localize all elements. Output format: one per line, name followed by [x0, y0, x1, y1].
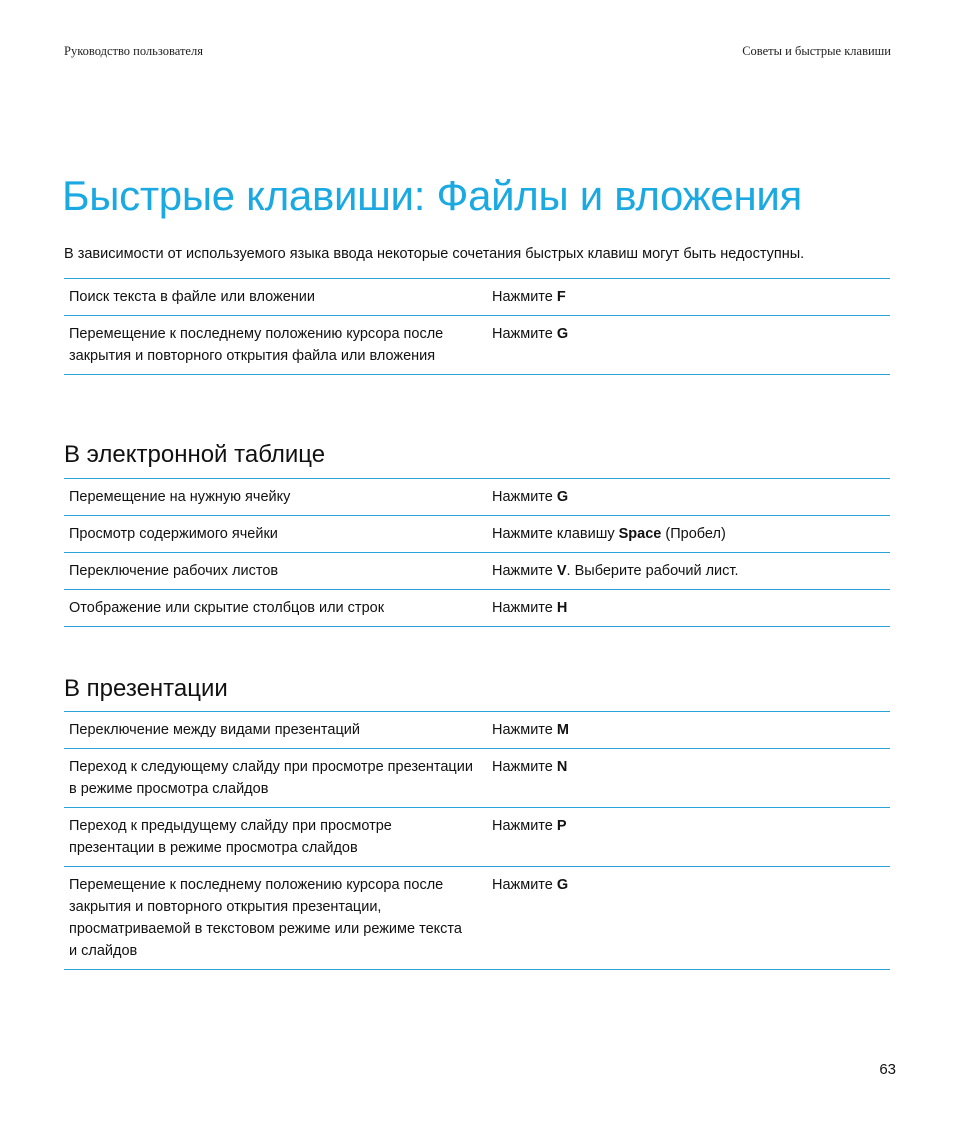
action-cell: Переключение рабочих листов: [64, 553, 478, 590]
action-cell: Отображение или скрытие столбцов или строк: [64, 590, 478, 627]
table-row: [64, 749, 890, 808]
shortcut-prefix: Нажмите: [492, 563, 557, 579]
action-cell: Просмотр содержимого ячейки: [64, 516, 478, 553]
intro-text: В зависимости от используемого языка ввода некоторые сочетания быстрых клавиш могут быть недоступны.: [64, 246, 805, 262]
shortcut-key: H: [556, 600, 568, 616]
shortcut-cell: [478, 316, 890, 375]
running-header-right: Советы и быстрые клавиши: [742, 44, 891, 58]
shortcut-prefix: Нажмите: [492, 722, 557, 738]
shortcut-prefix: Нажмите: [492, 818, 557, 834]
shortcut-cell: [478, 590, 890, 627]
table-row: [64, 279, 890, 316]
shortcut-prefix: Нажмите: [492, 326, 557, 342]
shortcut-key: V: [556, 563, 567, 579]
table-row: [64, 479, 890, 516]
shortcut-key: N: [556, 759, 568, 775]
shortcuts-table-files: [64, 278, 890, 375]
table-row: [64, 808, 890, 867]
shortcut-cell: [478, 553, 890, 590]
table-row: [64, 516, 890, 553]
shortcut-key: G: [556, 326, 569, 342]
shortcut-key: G: [556, 489, 569, 505]
shortcut-cell: [478, 808, 890, 867]
shortcuts-table-presentation: [64, 711, 890, 970]
table-row: [64, 316, 890, 375]
shortcut-key: Space: [618, 526, 662, 542]
action-cell: Переключение между видами презентаций: [64, 712, 478, 749]
section-heading-spreadsheet: В электронной таблице: [64, 441, 326, 468]
shortcut-cell: [478, 516, 890, 553]
action-cell: Переход к следующему слайду при просмотре презентации в режиме просмотра слайдов: [64, 749, 478, 808]
shortcut-prefix: Нажмите клавишу: [492, 526, 619, 542]
action-cell: Перемещение на нужную ячейку: [64, 479, 478, 516]
table-row: [64, 590, 890, 627]
shortcut-prefix: Нажмите: [492, 489, 557, 505]
shortcut-key: F: [556, 289, 566, 305]
shortcut-prefix: Нажмите: [492, 289, 557, 305]
action-cell: Переход к предыдущему слайду при просмотре презентации в режиме просмотра слайдов: [64, 808, 478, 867]
table-row: [64, 712, 890, 749]
shortcut-prefix: Нажмите: [492, 877, 557, 893]
shortcut-prefix: Нажмите: [492, 759, 557, 775]
page-title: Быстрые клавиши: Файлы и вложения: [62, 172, 802, 219]
shortcut-cell: [478, 279, 890, 316]
shortcut-cell: [478, 749, 890, 808]
shortcut-cell: [478, 712, 890, 749]
shortcut-suffix: (Пробел): [661, 526, 726, 542]
running-header-left: Руководство пользователя: [64, 44, 203, 58]
action-cell: Поиск текста в файле или вложении: [64, 279, 478, 316]
shortcut-key: M: [556, 722, 569, 738]
shortcuts-table-spreadsheet: [64, 478, 890, 627]
table-row: [64, 553, 890, 590]
table-row: [64, 867, 890, 970]
section-heading-presentation: В презентации: [64, 675, 228, 702]
action-cell: Перемещение к последнему положению курсора после закрытия и повторного открытия файла или вложения: [64, 316, 478, 375]
shortcut-key: G: [556, 877, 569, 893]
shortcut-cell: [478, 867, 890, 970]
shortcut-prefix: Нажмите: [492, 600, 557, 616]
shortcut-cell: [478, 479, 890, 516]
page-number: 63: [879, 1061, 896, 1078]
action-cell: Перемещение к последнему положению курсора после закрытия и повторного открытия презентации, просматриваемой в текстовом режиме или режиме текста и слайдов: [64, 867, 478, 970]
shortcut-key: P: [556, 818, 567, 834]
shortcut-suffix: . Выберите рабочий лист.: [566, 563, 739, 579]
